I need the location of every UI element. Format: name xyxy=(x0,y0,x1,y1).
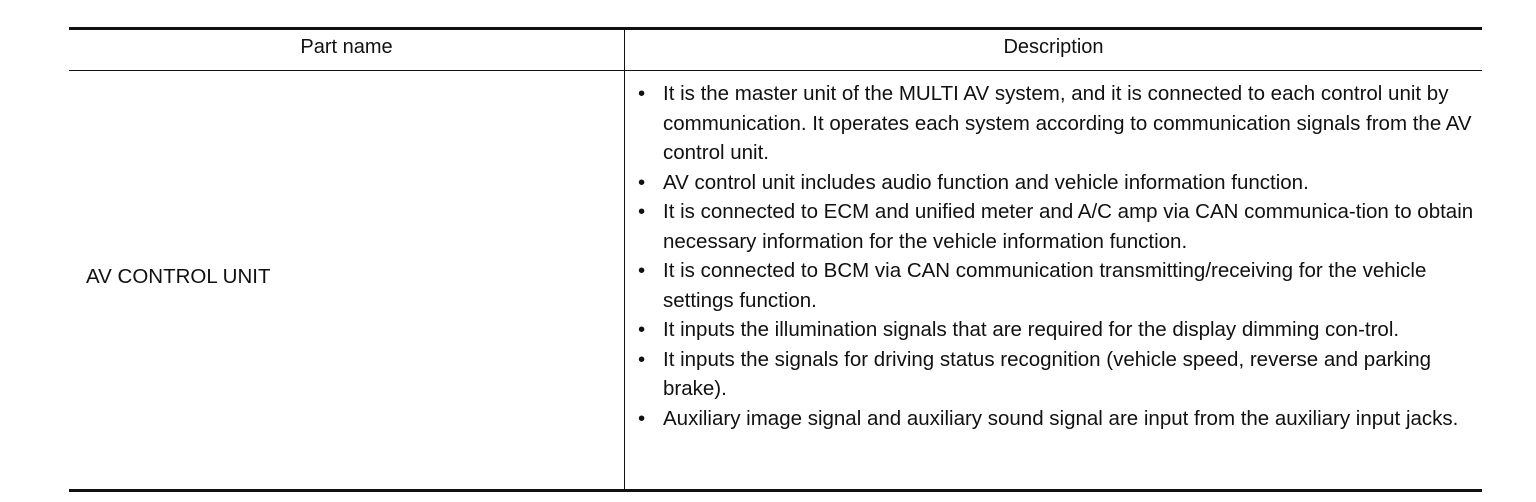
description-item xyxy=(636,315,1476,345)
description-cell xyxy=(636,79,1476,433)
description-list xyxy=(636,79,1476,433)
description-item xyxy=(636,197,1476,256)
bullet-icon: • xyxy=(638,318,646,341)
description-item-text: Auxiliary image signal and auxiliary sound signal are input from the auxiliary input jacks. xyxy=(663,406,1459,430)
description-item xyxy=(636,345,1476,404)
description-item xyxy=(636,256,1476,315)
column-divider xyxy=(624,30,625,489)
description-item xyxy=(636,168,1476,198)
description-item xyxy=(636,404,1476,434)
parts-table xyxy=(69,27,1482,492)
bullet-icon: • xyxy=(638,170,646,194)
description-item-text: It inputs the signals for driving status recognition (vehicle speed, reverse and parking brake). xyxy=(663,347,1432,400)
part-name-cell: AV CONTROL UNIT xyxy=(86,265,271,288)
bullet-icon: • xyxy=(638,406,646,430)
description-item-text: AV control unit includes audio function and vehicle information function. xyxy=(663,170,1309,194)
header-description: Description xyxy=(1003,36,1104,58)
description-item-text: It is the master unit of the MULTI AV system, and it is connected to each control unit by communication. It operates each system according to communication signals from the AV control unit. xyxy=(663,82,1472,164)
table-header-row xyxy=(69,30,1482,71)
bullet-icon: • xyxy=(638,347,646,371)
description-item-text: It inputs the illumination signals that are required for the display dimming con-trol. xyxy=(663,318,1400,341)
description-item-text: It is connected to BCM via CAN communication transmitting/receiving for the vehicle settings function. xyxy=(663,259,1427,312)
bullet-icon: • xyxy=(638,259,646,282)
bullet-icon: • xyxy=(638,200,646,223)
header-part-name: Part name xyxy=(300,36,393,58)
description-item xyxy=(636,79,1476,168)
description-item-text: It is connected to ECM and unified meter and A/C amp via CAN communica-tion to obtain necessary information for the vehicle information function. xyxy=(663,200,1474,253)
bullet-icon: • xyxy=(638,82,646,105)
